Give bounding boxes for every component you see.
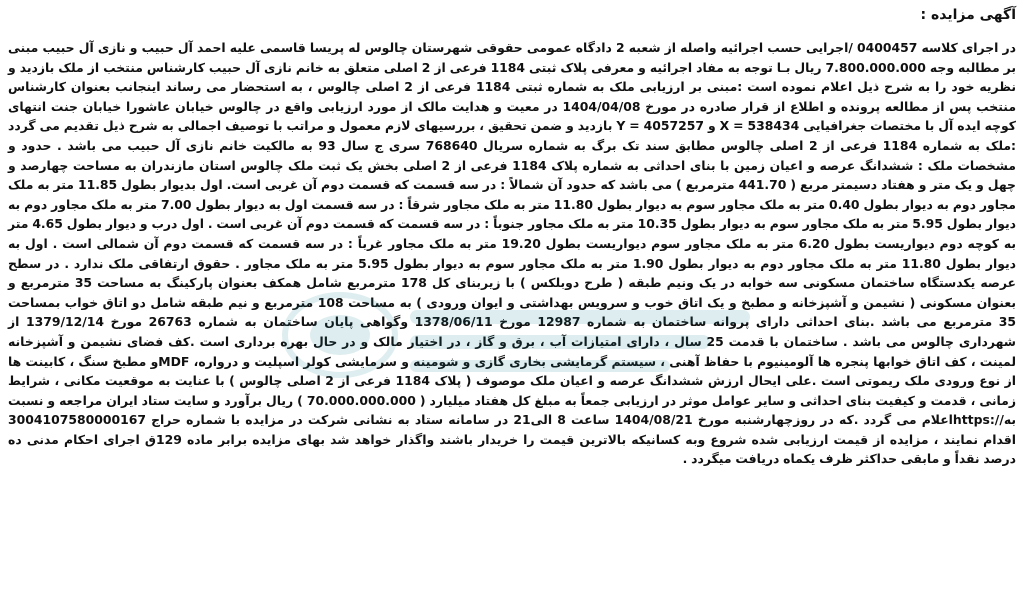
notice-title: آگهی مزایده : — [920, 7, 1016, 23]
notice-body: در اجرای کلاسه 0400457 /اجرایی حسب اجرائیه واصله از شعبه 2 دادگاه عمومی حقوقی شهرستان چالوس له پریسا قاسمی علیه احمد آل حبیب و نازی آل حبیب مبنی بر مطالبه وجه 7.800.000.000 ریال بـا توجه به مفاد اجرائیه و معرفی پلاک ثبتی 1184 فرعی از 2 اصلی متعلق به خانم نازی آل حبیب کارشناس منتخب از ملک بازدید و نظریه خود را به شرح ذیل اعلام نموده است :مبنی بر ارزیابی ملک به شماره ثبتی 1184 فرعی از 2 اصلی چالوس ، به استحضار می رساند اینجانب بعنوان کارشناس منتخب پس از مطالعه پرونده و اطلاع از قرار صادره در مورخ 1404/04/08 در معیت و هدایت مالک از مورد ارزیابی واقع در چالوس خیابان عاشورا خیابان جنت انتهای کوچه ایده آل با مختصات جغرافیایی 538434 = X و 4057257 = Y بازدید و ضمن تحقیق ، بررسیهای لازم معمول و مراتب با توصیف اجمالی به شرح ذیل تقدیم می گردد :ملک به شماره 1184 فرعی از 2 اصلی چالوس مطابق سند تک برگ به شماره سریال 768640 سری ج سال 93 به مالکیت خانم نازی آل حبیب می باشد . حدود و مشخصات ملک : ششدانگ عرصه و اعیان زمین با بنای احداثی به شماره پلاک 1184 فرعی از 2 اصلی بخش یک ثبت ملک چالوس استان مازندران به مساحت چهارصد و چهل و یک متر و هفتاد دسیمتر مربع ( 441.70 مترمربع ) می باشد که حدود آن شمالاً : در سه قسمت که قسمت دوم آن غربی است. اول بدیوار بطول 11.85 متر به ملک مجاور دوم به دیوار بطول 0.40 متر به ملک مجاور سوم به دیوار بطول 11.80 متر به ملک مجاور شرقاً : در سه قسمت اول به دیوار بطول 7.00 متر به ملک مجاور دوم به دیوار بطول 5.95 متر به ملک مجاور سوم به دیوار بطول 10.35 متر به ملک مجاور جنوباً : در سه قسمت که قسمت دوم آن غربی است . اول درب و دیوار بطول 4.65 متر به کوچه دوم دیواریست بطول 6.20 متر به ملک مجاور سوم دیواریست بطول 19.20 متر به ملک مجاور غرباً : در سه قسمت که قسمت دوم آن شمالی است . اول به دیوار بطول 11.80 متر به ملک مجاور دوم به دیوار بطول 1.90 متر به ملک مجاور سوم به دیوار بطول 5.95 متر به ملک مجاور . حقوق ارتفاقی ملک ندارد . در سطح عرصه یکدستگاه ساختمان مسکونی سه خوابه در یک ونیم طبقه ( طرح دوبلکس ) با زیربنای کل 178 مترمربع شامل همکف بعنوان پارکینگ به مساحت 35 مترمربع و بعنوان مسکونی ( نشیمن و آشپزخانه و مطبخ و یک اتاق خوب و سرویس بهداشتی و ایوان ورودی ) به مساحت 108 مترمربع و نیم طبقه شامل دو اتاق خواب بمساحت 35 مترمربع می باشد .بنای احداثی دارای پروانه ساختمان به شماره 12987 مورخ 1378/06/11 وگواهی پایان ساختمان به شماره 26763 مورخ 1379/12/14 از شهرداری چالوس می باشد . ساختمان با قدمت 25 سال ، دارای امتیازات آب ، برق و گاز ، در اختیار مالک و در حال بهره برداری است .کف فضای نشیمن و آشپزخانه لمینت ، کف اتاق خوابها پنجره ها آلومینیوم با حفاظ آهنی ، سیستم گرمایشی بخاری گازی و شومینه و سرمایشی کولر اسپلیت و درواره، MDFو مطبخ سنگ ، کابینت ها از نوع ورودی ملک ریموتی است .علی ایحال ارزش ششدانگ عرصه و اعیان ملک موصوف ( پلاک 1184 فرعی از 2 اصلی چالوس ) با عنایت به موقعیت مکانی ، شرایط زمانی ، قدمت و کیفیت بنای احداثی و سایر عوامل موثر در ارزیابی جمعاً به مبلغ کل هفتاد میلیارد ( 70.000.000.000 ) ریال برآورد و سایت ستاد ایران مراجعه و نسبت به//:httpsاعلام می گردد .که در روزچهارشنبه مورخ 1404/08/21 ساعت 8 الی21 در سامانه ستاد به نشانی شرکت در مزایده با شماره حراج 3004107580000167 اقدام نمایند ، مزایده از قیمت ارزیابی شده شروع وبه کسانیکه بالاترین قیمت را خریدار باشند واگذار خواهد شد بهای مزایده برابر ماده 129ق اجرای احکام مدنی ده درصد نقداً و مابقی حداکثر ظرف یکماه دریافت میگردد . — [8, 40, 1017, 467]
